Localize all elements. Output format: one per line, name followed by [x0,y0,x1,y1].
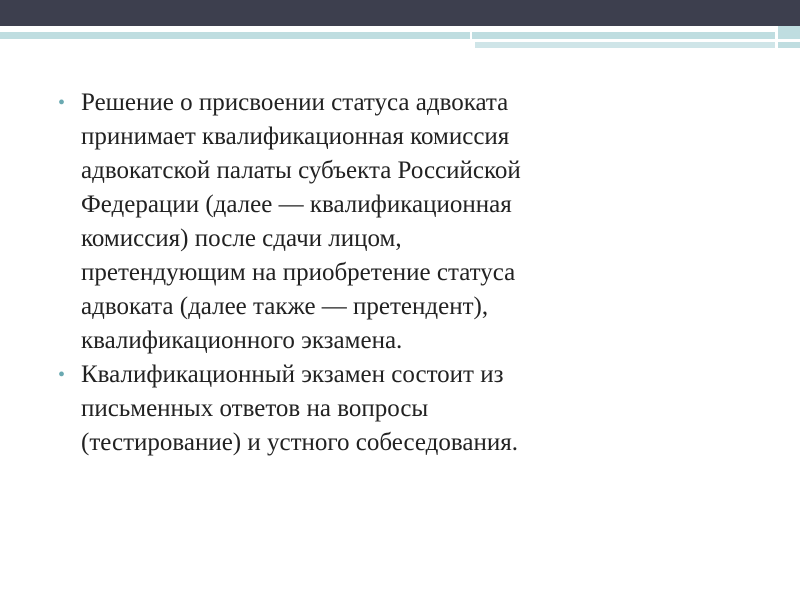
bullet-list [52,86,752,460]
bullet-2-line-3: (тестирование) и устного собеседования. [81,429,518,456]
bullet-item-2 [52,358,752,460]
bullet-dot-icon: • [58,364,66,386]
bullet-1-line-6: претендующим на приобретение статуса [81,259,516,286]
bullet-dot-icon: • [58,92,66,114]
bullet-1-line-7: адвоката (далее также — претендент), [81,293,489,320]
bullet-1-line-3: адвокатской палаты субъекта Российской [81,157,521,184]
bullet-1-line-1: Решение о присвоении статуса адвоката [81,89,509,116]
accent-stripe-left [0,32,470,39]
bullet-2-line-1: Квалификационный экзамен состоит из [81,361,504,388]
bullet-2-line-2: письменных ответов на вопросы [81,395,429,422]
accent-stripe-right [472,32,775,39]
bullet-1-line-2: принимает квалификационная комиссия [81,123,510,150]
bullet-1-line-8: квалификационного экзамена. [81,327,403,354]
bullet-1-line-5: комиссия) после сдачи лицом, [81,225,402,252]
bullet-1-line-4: Федерации (далее — квалификационная [81,191,512,218]
bullet-item-1 [52,86,752,358]
top-banner [0,0,800,26]
slide-body [52,86,752,460]
accent-stripe-right-lower [475,42,775,48]
accent-corner-gap [775,39,800,42]
accent-corner-block [778,26,800,48]
